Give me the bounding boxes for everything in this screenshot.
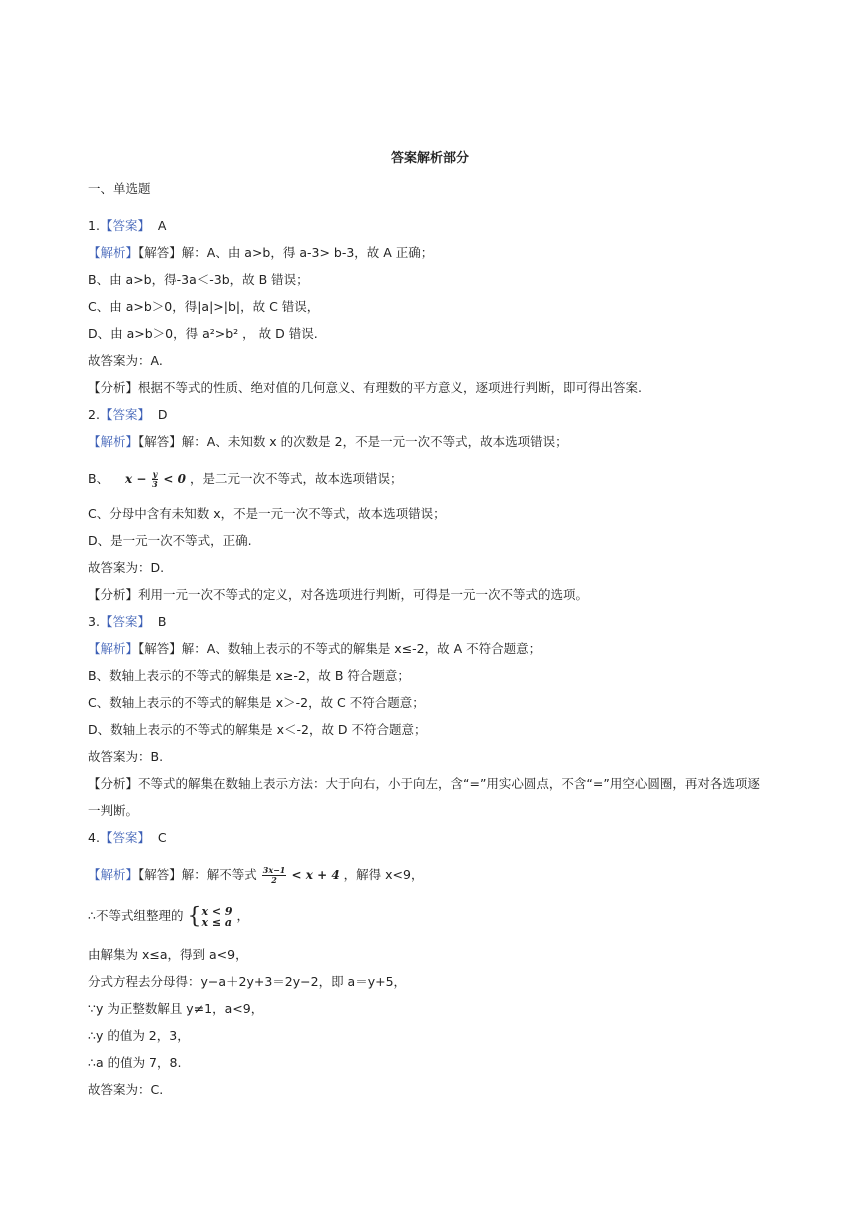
q4-analysis-tag: 【解析】 <box>88 867 139 882</box>
q4-system-prefix: ∴不等式组整理的 <box>88 908 188 923</box>
q1-number: 1. <box>88 218 100 233</box>
q3-number: 3. <box>88 614 100 629</box>
q4-line-y-values: ∴y 的值为 2，3， <box>88 1028 190 1043</box>
q1-analysis-text: 【解答】解：A、由 a>b，得 a-3> b-3，故 A 正确； <box>138 245 434 260</box>
q3-line-c: C、数轴上表示的不等式的解集是 x＞-2，故 C 不符合题意； <box>88 695 425 710</box>
q4-answer-value: C <box>157 830 167 845</box>
q4-line-fraction-equation: 分式方程去分母得：y−a＋2y+3＝2y−2，即 a＝y+5， <box>88 974 407 989</box>
q2-analysis-tag: 【解析】 <box>88 434 139 449</box>
q1-answer-tag: 【答案】 <box>99 218 150 233</box>
q4-number: 4. <box>88 830 100 845</box>
q2-line-b-suffix: ，是二元一次不等式，故本选项错误； <box>185 471 403 486</box>
q4-fraction-denominator: 2 <box>271 875 277 885</box>
q2-answer <box>88 406 860 424</box>
q2-math-right: < 0 <box>159 472 186 486</box>
q1-line-c: C、由 a>b＞0，得|a|>|b|，故 C 错误， <box>88 299 320 314</box>
q4-line-solution-set: 由解集为 x≤a，得到 a<9， <box>88 947 248 962</box>
q4-system-suffix: ， <box>232 908 250 923</box>
q1-analysis-summary: 【分析】根据不等式的性质、绝对值的几何意义、有理数的平方意义，逐项进行判断，即可得出答案. <box>88 380 642 395</box>
q1-line-d: D、由 a>b＞0，得 a²>b² ， 故 D 错误. <box>88 326 318 341</box>
section-heading: 一、单选题 <box>88 181 151 196</box>
q3-line-d: D、数轴上表示的不等式的解集是 x＜-2，故 D 不符合题意； <box>88 722 427 737</box>
q4-analysis-prefix: 【解答】解：解不等式 <box>138 867 261 882</box>
q3-conclusion: 故答案为：B. <box>88 749 164 764</box>
q2-math-expression <box>124 469 186 489</box>
q4-math-right: < x + 4 <box>287 868 340 882</box>
q4-conclusion: 故答案为：C. <box>88 1082 164 1097</box>
q3-analysis-line <box>88 640 860 658</box>
q1-line-b: B、由 a>b，得-3a＜-3b，故 B 错误； <box>88 272 309 287</box>
q2-conclusion: 故答案为：D. <box>88 560 165 575</box>
q4-answer <box>88 829 860 847</box>
q2-math-left: x − <box>124 472 151 486</box>
q2-analysis-text: 【解答】解：A、未知数 x 的次数是 2，不是一元一次不等式，故本选项错误； <box>138 434 568 449</box>
q3-line-b: B、数轴上表示的不等式的解集是 x≥-2，故 B 符合题意； <box>88 668 410 683</box>
q1-answer <box>88 217 860 235</box>
q4-system-rows <box>201 906 232 928</box>
q4-math-expression <box>261 865 340 885</box>
q4-analysis-line <box>88 862 860 888</box>
q1-answer-value: A <box>157 218 167 233</box>
left-brace-icon: { <box>187 904 202 929</box>
q3-analysis-summary: 【分析】不等式的解集在数轴上表示方法：大于向右，小于向左，含“=”用实心圆点，不含“=”用空心圆圈，再对各选项逐 <box>88 776 760 791</box>
q2-number: 2. <box>88 407 100 422</box>
q3-analysis-tag: 【解析】 <box>88 641 139 656</box>
q3-analysis-summary-cont: 一判断。 <box>88 803 139 818</box>
q3-answer <box>88 613 860 631</box>
q3-analysis-text: 【解答】解：A、数轴上表示的不等式的解集是 x≤-2，故 A 不符合题意； <box>138 641 542 656</box>
q2-line-d: D、是一元一次不等式，正确. <box>88 533 252 548</box>
page-title: 答案解析部分 <box>390 151 469 166</box>
q1-analysis-line <box>88 244 860 262</box>
q2-fraction-numerator: y <box>152 469 158 479</box>
q2-answer-value: D <box>157 407 168 422</box>
q2-analysis-summary: 【分析】利用一元一次不等式的定义，对各选项进行判断，可得是一元一次不等式的选项。 <box>88 587 589 602</box>
q2-answer-tag: 【答案】 <box>99 407 150 422</box>
q2-analysis-line <box>88 433 860 451</box>
q2-line-b <box>88 466 860 492</box>
q4-system-row-2: x ≤ a <box>201 916 232 929</box>
q4-inequality-system <box>187 903 232 931</box>
q2-fraction-denominator: 3 <box>152 479 158 489</box>
q4-line-a-values: ∴a 的值为 7，8. <box>88 1055 182 1070</box>
q2-fraction <box>152 470 159 489</box>
q4-system-line <box>88 902 860 931</box>
q2-line-c: C、分母中含有未知数 x，不是一元一次不等式，故本选项错误； <box>88 506 446 521</box>
q1-conclusion: 故答案为：A. <box>88 353 163 368</box>
q4-fraction <box>262 866 287 885</box>
q3-answer-value: B <box>157 614 167 629</box>
q4-answer-tag: 【答案】 <box>99 830 150 845</box>
q3-answer-tag: 【答案】 <box>99 614 150 629</box>
q1-analysis-tag: 【解析】 <box>88 245 139 260</box>
q4-line-because: ∵y 为正整数解且 y≠1，a<9， <box>88 1001 264 1016</box>
q4-analysis-suffix: ，解得 x<9， <box>339 867 424 882</box>
q4-system-row-1: x < 9 <box>201 905 233 918</box>
q4-fraction-numerator: 3x−1 <box>262 865 286 875</box>
q2-line-b-prefix: B、 <box>88 471 110 486</box>
